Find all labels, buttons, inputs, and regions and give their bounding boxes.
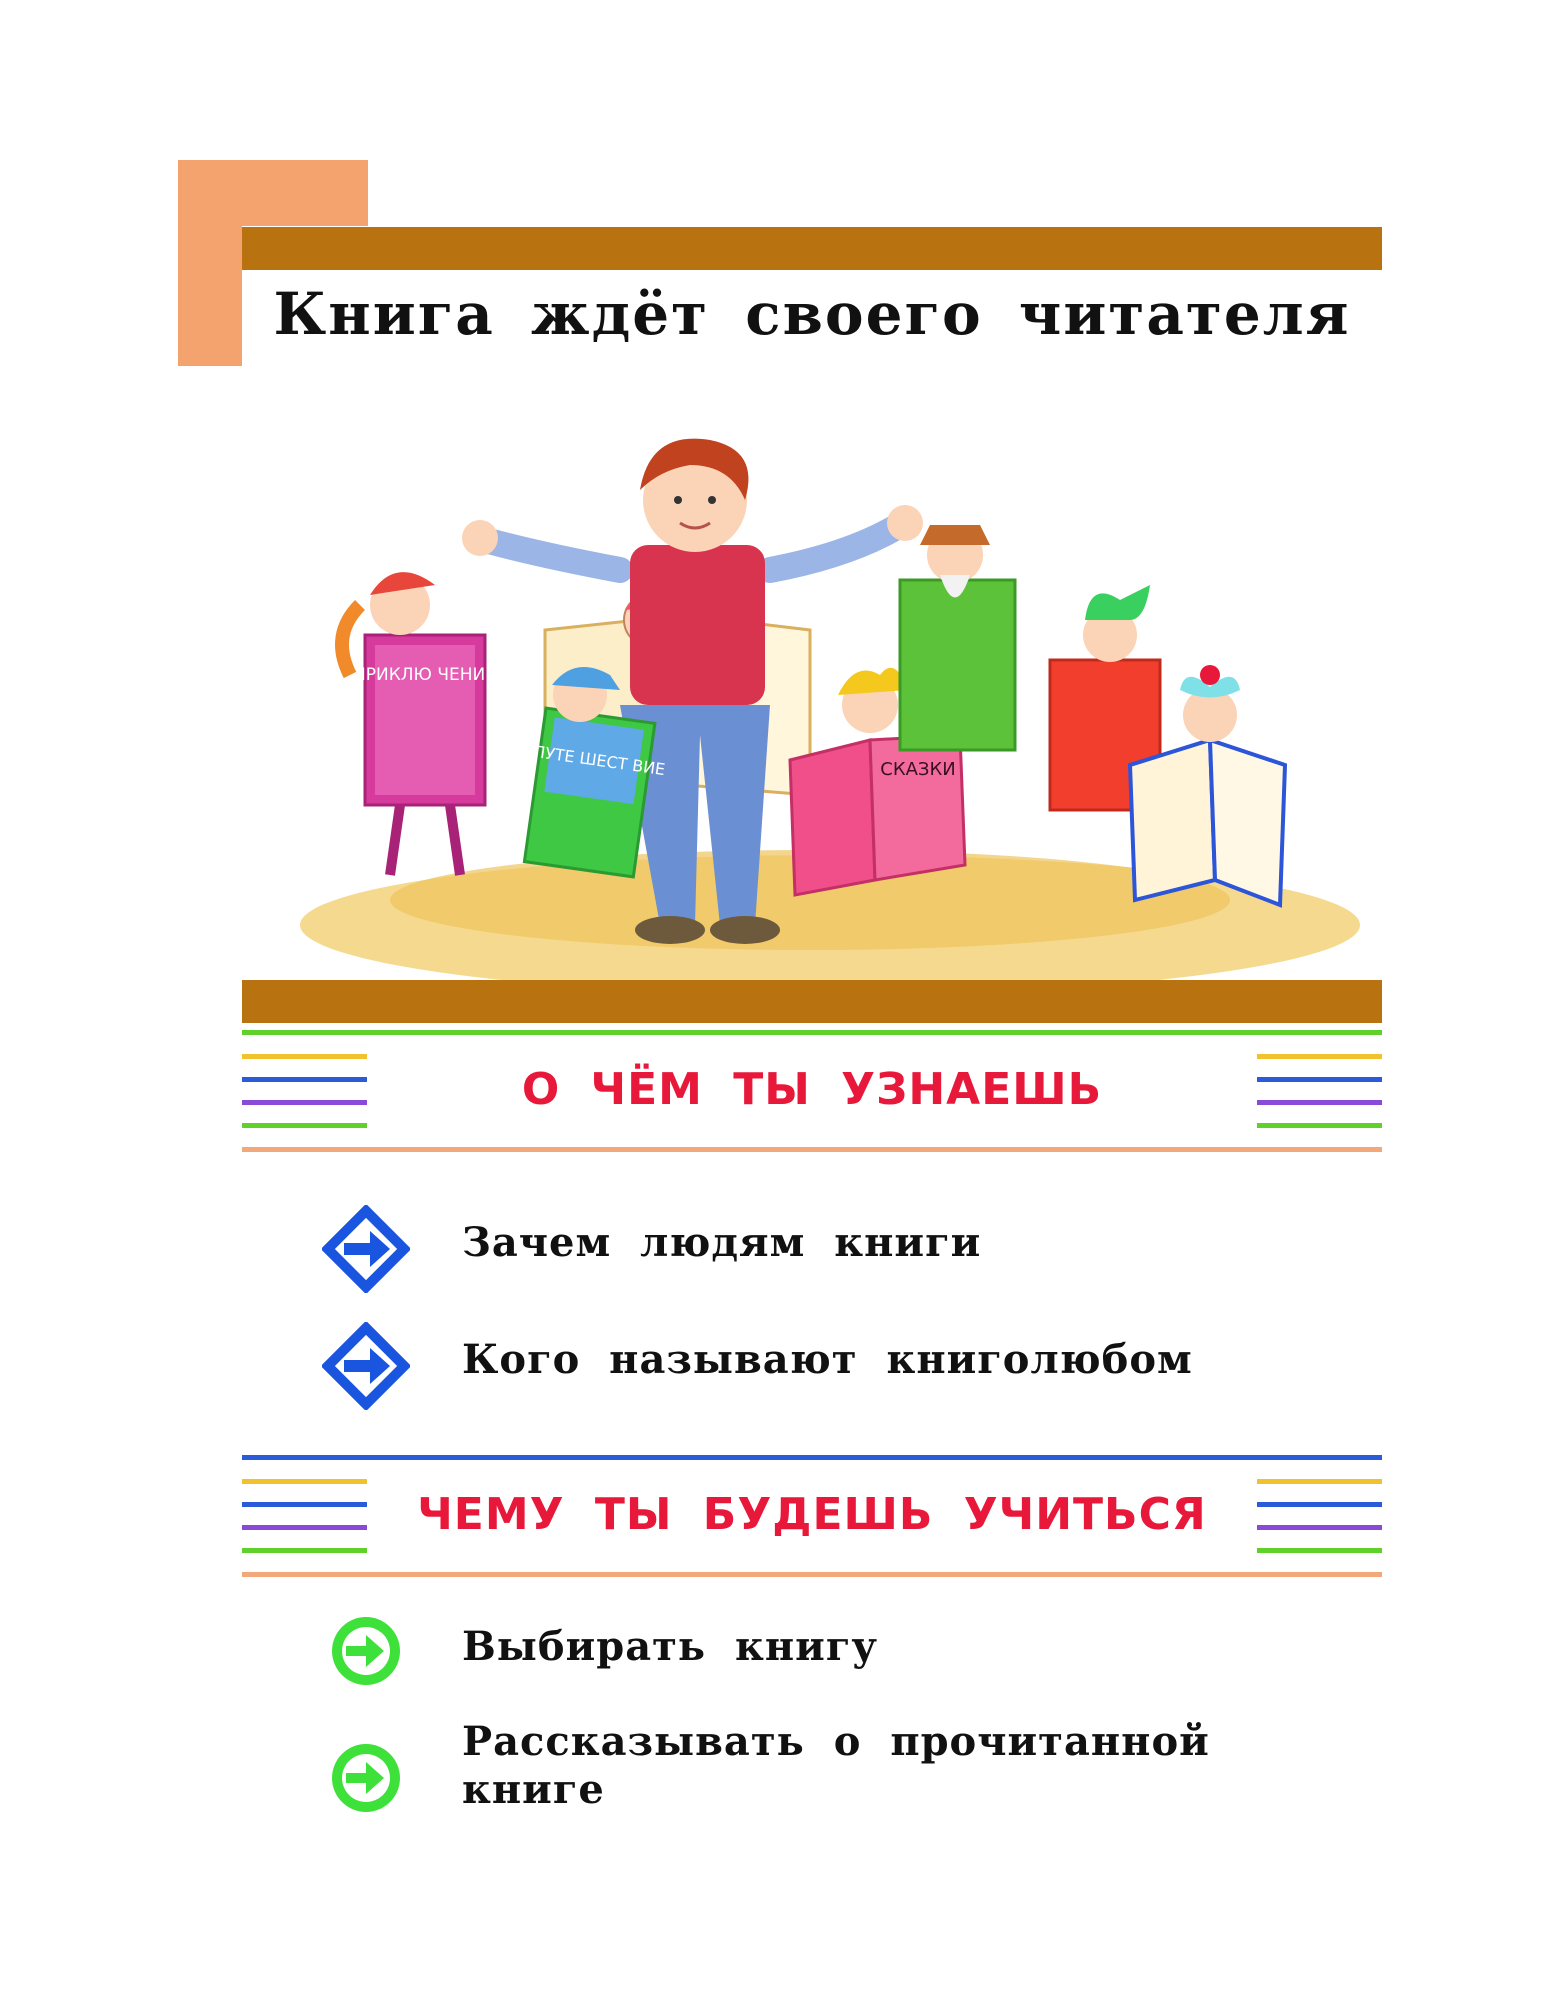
stripe-green-top [242, 1030, 1382, 1035]
stripe-blue-top [242, 1455, 1382, 1460]
blue-diamond-arrow-icon [322, 1322, 410, 1410]
section-heading: О ЧЁМ ТЫ УЗНАЕШЬ [521, 1064, 1103, 1115]
item-text: Выбирать книгу [462, 1623, 878, 1670]
book-label-adventures-1: ПРИКЛЮ ЧЕНИЯ [352, 665, 498, 685]
blue-diamond-arrow-icon [322, 1205, 410, 1293]
stripe-peach-bottom [242, 1147, 1382, 1152]
green-circle-arrow-icon [328, 1613, 404, 1689]
header-bar-bottom [242, 980, 1382, 1023]
book-character-adventures [342, 572, 497, 875]
corner-accent-horizontal [178, 160, 368, 226]
section-what-you-will-study [242, 1455, 1382, 1575]
page-title: Книга ждёт своего читателя [273, 280, 1351, 348]
book-label-fairytales: СКАЗКИ [880, 759, 956, 780]
item-text: Кого называют книголюбом [462, 1336, 1193, 1383]
illustration-books-dancing [290, 405, 1360, 980]
section-heading: ЧЕМУ ТЫ БУДЕШЬ УЧИТЬСЯ [417, 1489, 1207, 1540]
header-bar-top [242, 227, 1382, 270]
book-character-green-hat [900, 525, 1015, 750]
item-text: Рассказывать о прочитанной книге [462, 1718, 1210, 1813]
item-text: Зачем людям книги [462, 1219, 982, 1266]
section-what-you-will-learn [242, 1030, 1382, 1150]
stripe-peach-bottom [242, 1572, 1382, 1577]
green-circle-arrow-icon [328, 1740, 404, 1816]
book-label-travel: ПУТЕ ШЕСТ ВИЕ [531, 741, 667, 780]
